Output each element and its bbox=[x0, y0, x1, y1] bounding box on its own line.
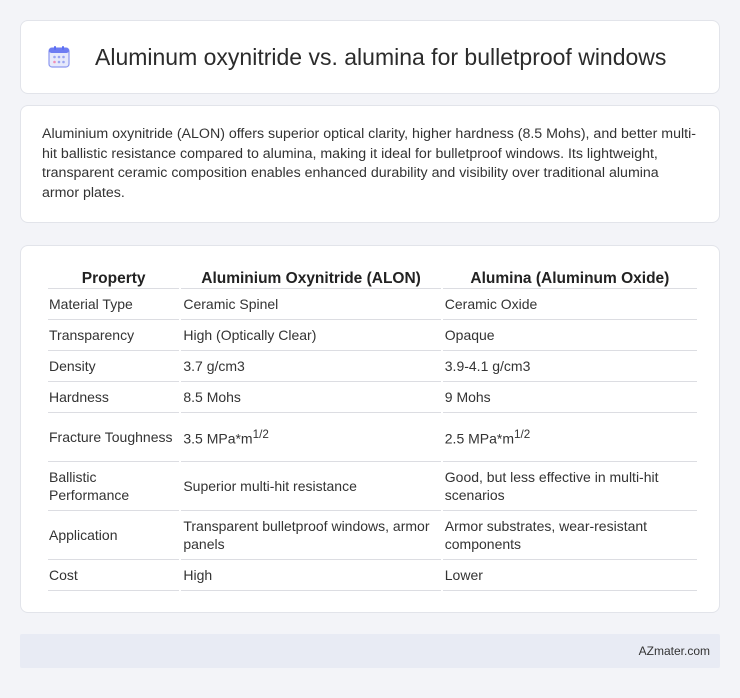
unit-superscript: 1/2 bbox=[514, 428, 531, 442]
table-row bbox=[48, 382, 697, 413]
table-row bbox=[48, 320, 697, 351]
unit-superscript: 1/2 bbox=[252, 428, 269, 442]
summary-text: Aluminium oxynitride (ALON) offers superior optical clarity, higher hardness (8.5 Mohs), and better multi-hit ballistic resistance compared to alumina, making it ideal for bulletproof windows. Its lightweight, transparent ceramic composition enables enhanced durability and visibility over traditional alumina armor plates. bbox=[42, 126, 696, 201]
header-property: Property bbox=[48, 266, 179, 289]
cell-alumina: 3.9-4.1 g/cm3 bbox=[443, 351, 697, 382]
cell-property: Cost bbox=[48, 560, 179, 591]
table-row bbox=[48, 289, 697, 320]
cell-alon: High (Optically Clear) bbox=[181, 320, 440, 351]
cell-alon: Transparent bulletproof windows, armor panels bbox=[181, 511, 440, 560]
footer bbox=[20, 634, 720, 668]
table-row bbox=[48, 462, 697, 511]
value-text: 2.5 MPa*m bbox=[444, 430, 515, 447]
cell-alumina: Opaque bbox=[443, 320, 697, 351]
table-row bbox=[48, 511, 697, 560]
page-title: Aluminum oxynitride vs. alumina for bulletproof windows bbox=[95, 43, 667, 70]
cell-alumina: 9 Mohs bbox=[443, 382, 697, 413]
cell-alumina: Lower bbox=[443, 560, 697, 591]
cell-alon bbox=[181, 413, 440, 462]
comparison-table-card bbox=[20, 245, 720, 613]
table-header-row bbox=[48, 266, 697, 289]
value-text: 3.5 MPa*m bbox=[183, 430, 253, 447]
table-row bbox=[48, 351, 697, 382]
comparison-table bbox=[46, 266, 699, 591]
cell-property: Material Type bbox=[48, 289, 179, 320]
table-row bbox=[48, 560, 697, 591]
cell-property: Density bbox=[48, 351, 179, 382]
cell-alon: Ceramic Spinel bbox=[181, 289, 440, 320]
cell-property: Fracture Toughness bbox=[48, 413, 179, 462]
cell-property: Application bbox=[48, 511, 179, 560]
header-alumina: Alumina (Aluminum Oxide) bbox=[443, 266, 697, 289]
cell-alumina bbox=[443, 413, 697, 462]
cell-alon: Superior multi-hit resistance bbox=[181, 462, 440, 511]
cell-property: Hardness bbox=[48, 382, 179, 413]
cell-alumina: Ceramic Oxide bbox=[443, 289, 697, 320]
summary-card bbox=[20, 105, 720, 223]
cell-alumina: Armor substrates, wear-resistant components bbox=[443, 511, 697, 560]
cell-alon: High bbox=[181, 560, 440, 591]
table-row bbox=[48, 413, 697, 462]
cell-alon: 8.5 Mohs bbox=[181, 382, 440, 413]
footer-site-link[interactable]: AZmater.com bbox=[638, 644, 710, 658]
title-card bbox=[20, 20, 720, 94]
calendar-icon bbox=[47, 45, 71, 69]
cell-property: Ballistic Performance bbox=[48, 462, 179, 511]
cell-property: Transparency bbox=[48, 320, 179, 351]
header-alon: Aluminium Oxynitride (ALON) bbox=[181, 266, 440, 289]
cell-alumina: Good, but less effective in multi-hit scenarios bbox=[443, 462, 697, 511]
cell-alon: 3.7 g/cm3 bbox=[181, 351, 440, 382]
